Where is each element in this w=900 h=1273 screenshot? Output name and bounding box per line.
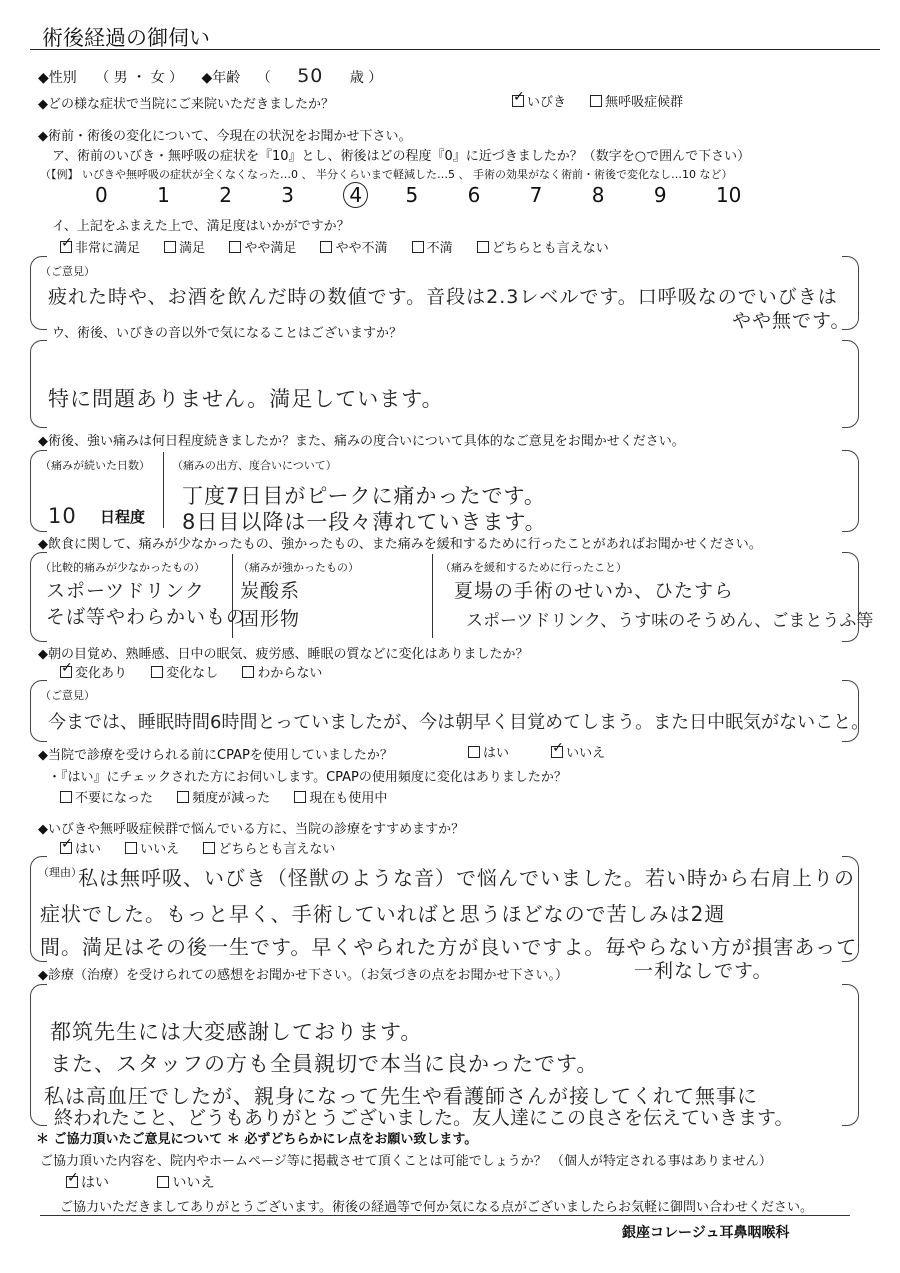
sleep-answer[interactable]: 今までは、睡眠時間6時間とっていましたが、今は朝早く目覚めてしまう。また日中眠気がないこと。	[48, 712, 870, 733]
recommend-checkbox-2[interactable]	[203, 842, 215, 854]
scale-6[interactable]: 6	[467, 183, 481, 207]
food-relief-line1[interactable]: 夏場の手術のせいか、ひたすら	[454, 580, 735, 602]
age-label: ◆年齢	[201, 70, 241, 86]
scale-8[interactable]: 8	[591, 183, 605, 207]
sat-checkbox-2[interactable]	[229, 241, 241, 253]
sleep-opt-1: 変化なし	[166, 666, 219, 681]
title-underline	[30, 49, 880, 50]
scale-row	[95, 183, 773, 207]
q2-text: ◆術前・術後の変化について、今現在の状況をお聞かせ下さい。	[38, 129, 412, 144]
recommend-checkbox-0[interactable]	[60, 842, 72, 854]
publish-options	[66, 1172, 234, 1192]
food-strong-line2[interactable]: 固形物	[240, 608, 301, 630]
thanks-text: ご協力いただきましてありがとうございます。術後の経過等で何か気になる点がございましたらお気軽に御問い合わせください。	[60, 1200, 813, 1215]
food-relief-line2[interactable]: スポーツドリンク、うす味のそうめん、ごまとうふ等	[466, 611, 874, 631]
q2u-answer[interactable]: 特に問題ありません。満足しています。	[48, 387, 444, 411]
cpap-change-checkbox-2[interactable]	[294, 791, 306, 803]
footer-note: ＊ ご協力頂いたご意見について ＊ 必ずどちらかにレ点をお願い致します。	[36, 1132, 478, 1147]
q1-checkbox-snoring[interactable]	[512, 95, 524, 107]
clinic-name: 銀座コレージュ耳鼻咽喉科	[622, 1225, 790, 1241]
scale-5[interactable]: 5	[405, 183, 419, 207]
sleep-checkbox-1[interactable]	[151, 666, 163, 678]
recommend-opt-2: どちらとも言えない	[218, 842, 336, 857]
scale-10[interactable]: 10	[715, 183, 742, 207]
impression-line3[interactable]: 私は高血圧でしたが、親身になって先生や看護師さんが接してくれて無事に	[44, 1084, 758, 1108]
q2u-text: ウ、術後、いびきの音以外で気になることはございますか？	[52, 326, 402, 341]
impression-line2[interactable]: また、スタッフの方も全員親切で本当に良かったです。	[50, 1052, 599, 1076]
impression-line1[interactable]: 都筑先生には大変感謝しております。	[50, 1020, 423, 1044]
q7-text: ◆いびきや無呼吸症候群で悩んでいる方に、当院の診療をすすめますか？	[38, 822, 465, 837]
q1-options	[512, 91, 703, 110]
pain-days-unit: 日程度	[100, 508, 146, 526]
pain-detail-label: （痛みの出方、度合いについて）	[172, 459, 337, 472]
q1-text: ◆どの様な症状で当院にご来院いただきましたか？	[38, 97, 334, 112]
food-strong-label: （痛みが強かったもの）	[238, 561, 359, 574]
scale-0[interactable]: 0	[95, 183, 108, 207]
publish-yes: はい	[81, 1175, 109, 1191]
age-unit: 歳 ）	[349, 70, 383, 86]
sex-age-row	[38, 65, 382, 87]
publish-no: いいえ	[172, 1175, 215, 1191]
q2a-text: ア、術前のいびき・無呼吸の症状を『10』とし、術後はどの程度『0』に近づきましたか？（数字を○で囲んで下さい）	[52, 149, 751, 164]
reason-label: （理由）	[38, 866, 82, 879]
recommend-opt-0: はい	[75, 842, 102, 857]
q2i-answer-line1[interactable]: 疲れた時や、お酒を飲んだ時の数値です。音段は2.3レベルです。口呼吸なのでいびきは	[48, 286, 838, 308]
cpap-change-options	[60, 787, 407, 806]
q1-checkbox-apnea[interactable]	[590, 95, 602, 107]
page-title: 術後経過の御伺い	[42, 26, 210, 50]
pain-answer-line1[interactable]: 丁度7日目がピークに痛かったです。	[182, 484, 546, 508]
reason-line2[interactable]: 症状でした。もっと早く、手術していればと思うほどなので苦しみは2週	[40, 902, 726, 926]
food-relief-label: （痛みを緩和するために行ったこと）	[440, 561, 627, 574]
food-less-line1[interactable]: スポーツドリンク	[46, 580, 205, 602]
pain-days-label: （痛みが続いた日数）	[40, 459, 150, 472]
q6-text: ◆当院で診療を受けられる前にCPAPを使用していましたか？	[38, 748, 393, 763]
footer-question: ご協力頂いた内容を、院内やホームページ等に掲載させて頂くことは可能でしょうか？ （個人が特定される事はありません）	[40, 1154, 772, 1169]
cpap-change-checkbox-1[interactable]	[177, 791, 189, 803]
q2a-example: （【例】 いびきや無呼吸の症状が全くなくなった…0 、 半分くらいまで軽減した…5 、 手術の効果がなく術前・術後で変化なし…10 など）	[40, 168, 733, 181]
cpap-options	[468, 742, 625, 761]
q3-text: ◆術後、強い痛みは何日程度続きましたか？また、痛みの度合いについて具体的なご意見をお聞かせください。	[38, 434, 685, 449]
age-open: （	[256, 70, 271, 86]
q2u-bracket-left	[30, 340, 47, 428]
sex-label: ◆性別	[38, 70, 77, 86]
impression-bracket-right	[842, 984, 859, 1126]
q6-sub-text: ・『はい』にチェックされた方にお伺いします。CPAPの使用頻度に変化はありましたか？	[48, 770, 567, 785]
q2i-answer-line2[interactable]: やや無です。	[732, 310, 851, 332]
cpap-change-opt-0: 不要になった	[75, 791, 154, 806]
cpap-change-checkbox-0[interactable]	[60, 791, 72, 803]
scale-7[interactable]: 7	[529, 183, 543, 207]
scale-9[interactable]: 9	[653, 183, 667, 207]
recommend-opt-1: いいえ	[140, 842, 180, 857]
age-value[interactable]: 50	[297, 65, 324, 87]
reason-line4[interactable]: 一利なしです。	[634, 960, 773, 982]
food-less-label: （比較的痛みが少なかったもの）	[40, 561, 205, 574]
sat-opt-5: どちらとも言えない	[491, 241, 609, 256]
sleep-checkbox-0[interactable]	[60, 666, 72, 678]
satisfaction-options	[60, 237, 629, 256]
cpap-checkbox-yes[interactable]	[468, 746, 480, 758]
sex-options[interactable]: （ 男 ・ 女 ）	[95, 70, 184, 86]
publish-checkbox-yes[interactable]	[66, 1176, 78, 1188]
reason-line1[interactable]: 私は無呼吸、いびき（怪獣のような音）で悩んでいました。若い時から右肩上りの	[78, 866, 855, 890]
food-strong-line1[interactable]: 炭酸系	[240, 580, 301, 602]
sat-checkbox-3[interactable]	[320, 241, 332, 253]
cpap-change-opt-2: 現在も使用中	[309, 791, 388, 806]
pain-answer-line2[interactable]: 8日目以降は一段々薄れていきます。	[182, 510, 547, 534]
scale-2[interactable]: 2	[219, 183, 232, 207]
q2u-bracket-right	[842, 340, 859, 428]
sat-opt-2: やや満足	[244, 241, 297, 256]
q5-text: ◆朝の目覚め、熟睡感、日中の眠気、疲労感、睡眠の質などに変化はありましたか？	[38, 647, 529, 662]
thanks-underline	[40, 1215, 850, 1216]
cpap-checkbox-no[interactable]	[551, 746, 563, 758]
sat-opt-0: 非常に満足	[75, 241, 141, 256]
sat-opt-4: 不満	[426, 241, 453, 256]
cpap-change-opt-1: 頻度が減った	[192, 791, 271, 806]
pain-bracket-right	[842, 450, 859, 532]
sleep-checkbox-2[interactable]	[242, 666, 254, 678]
publish-checkbox-no[interactable]	[157, 1176, 169, 1188]
impression-line4[interactable]: 終われたこと、どうもありがとうございました。友人達にこの良さを伝えていきます。	[54, 1107, 794, 1129]
q8-text: ◆診療（治療）を受けられての感想をお聞かせ下さい。（お気づきの点をお聞かせ下さい。）	[38, 968, 568, 983]
food-divider-2	[432, 554, 433, 638]
sat-opt-1: 満足	[179, 241, 206, 256]
sleep-opt-2: わからない	[257, 666, 323, 681]
pain-days-value[interactable]: 10	[48, 504, 77, 528]
scale-3[interactable]: 3	[281, 183, 295, 207]
food-less-line2[interactable]: そば等やわらかいもの	[46, 606, 247, 628]
opinion-label-2: （ご意見）	[40, 689, 95, 702]
sat-opt-3: やや不満	[335, 241, 388, 256]
sat-checkbox-5[interactable]	[477, 241, 489, 253]
scale-1[interactable]: 1	[157, 183, 170, 207]
sleep-options	[60, 662, 342, 681]
q1-opt-apnea: 無呼吸症候群	[605, 95, 684, 110]
recommend-options	[60, 838, 355, 857]
cpap-no: いいえ	[566, 746, 606, 761]
recommend-checkbox-1[interactable]	[125, 842, 137, 854]
sat-checkbox-4[interactable]	[412, 241, 424, 253]
sat-checkbox-0[interactable]	[60, 241, 72, 253]
q4-text: ◆飲食に関して、痛みが少なかったもの、強かったもの、また痛みを緩和するために行ったことがあればお聞かせください。	[38, 537, 762, 552]
scale-4[interactable]	[343, 183, 400, 207]
reason-line3[interactable]: 間。満足はその後一生です。早くやられた方が良いですよ。毎やらない方が損害あって	[40, 935, 858, 959]
pain-divider	[163, 452, 164, 528]
q1-opt-snoring: いびき	[527, 95, 567, 110]
sleep-opt-0: 変化あり	[75, 666, 128, 681]
cpap-yes: はい	[483, 746, 510, 761]
sat-checkbox-1[interactable]	[164, 241, 176, 253]
opinion-label-1: （ご意見）	[40, 265, 95, 278]
scale-selected: 4	[343, 182, 368, 208]
q2i-text: イ、上記をふまえた上で、満足度はいかがですか？	[52, 219, 350, 234]
